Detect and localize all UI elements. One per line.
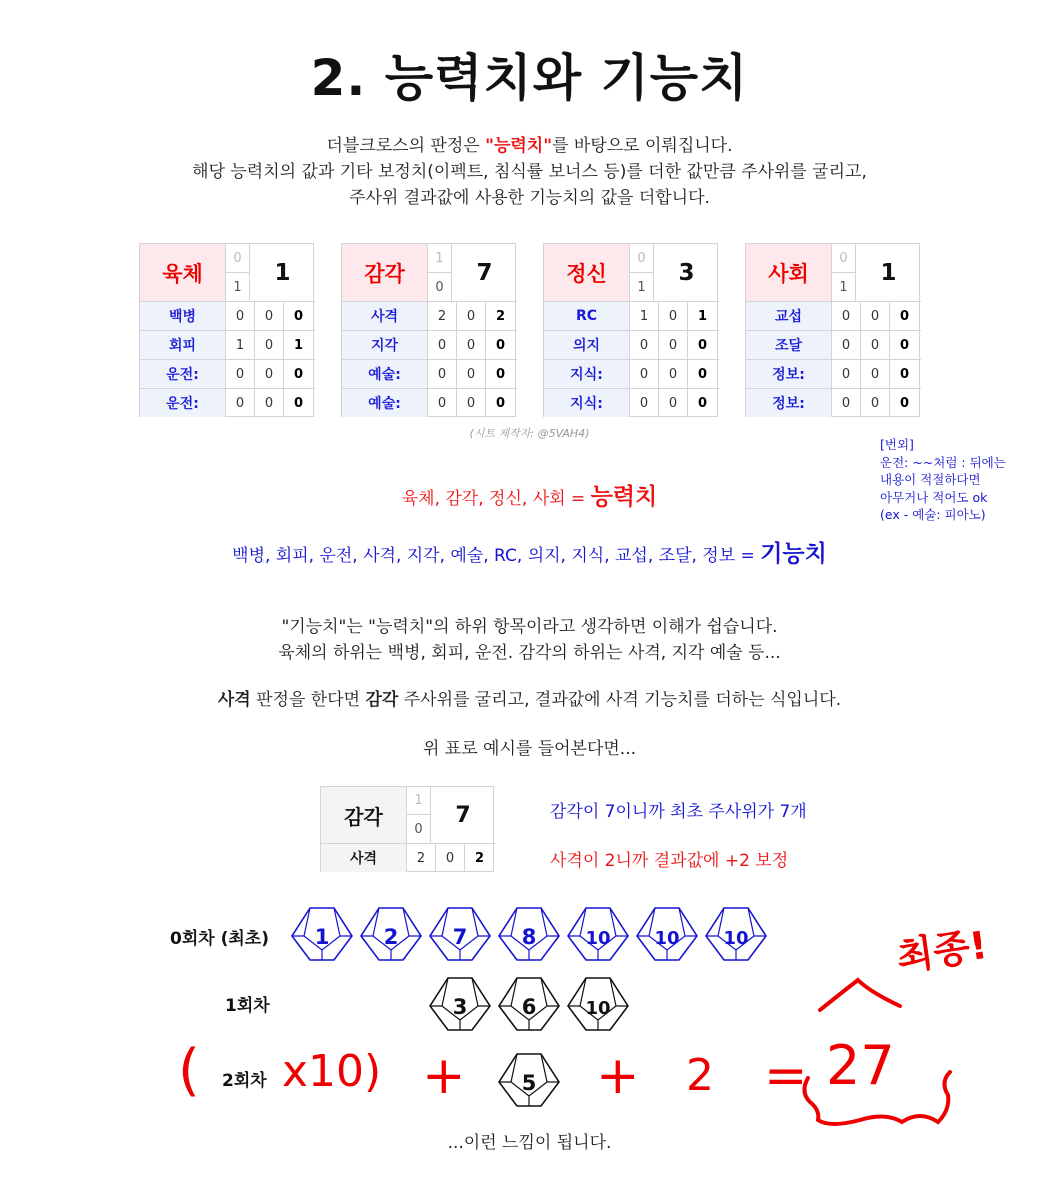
- skill-value: 0: [226, 389, 255, 417]
- hand-brace-stroke: [804, 1072, 950, 1124]
- skill-value: 0: [428, 389, 457, 417]
- intro-text: [0, 133, 1059, 211]
- ability-name: 감각: [342, 244, 428, 302]
- skill-value: 0: [457, 302, 486, 330]
- skill-value: 0: [457, 389, 486, 417]
- skill-label: 지식:: [544, 389, 630, 417]
- roll-label-0: 0회차 (최초): [170, 929, 269, 949]
- skill-total: 0: [697, 337, 708, 353]
- skill-value: 0: [659, 302, 688, 330]
- intro-line-2: 해당 능력치의 값과 기타 보정치(이펙트, 침식률 보너스 등)를 더한 값만큼 주사위를 굴리고,: [192, 162, 867, 182]
- die-value: 5: [521, 1071, 537, 1095]
- skill-value: 0: [659, 360, 688, 388]
- skill-total: 0: [899, 337, 910, 353]
- example-card: [320, 786, 494, 872]
- roll-label-1: 1회차: [225, 996, 270, 1016]
- skill-label: 정보:: [746, 360, 832, 388]
- skill-value: 2: [428, 302, 457, 330]
- die-value: 1: [314, 925, 330, 949]
- skill-total: 0: [495, 337, 506, 353]
- die-value: 7: [452, 925, 468, 949]
- explain-line-2: 육체의 하위는 백병, 회피, 운전. 감각의 하위는 사격, 지각 예술 등...: [278, 643, 781, 663]
- hand-brace-drawing: [790, 970, 970, 1150]
- stat-card: [745, 243, 920, 417]
- skill-total: 0: [495, 366, 506, 382]
- skill-value: 0: [457, 360, 486, 388]
- ability-value: 1: [856, 244, 921, 302]
- intro-line-3: 주사위 결과값에 사용한 기능치의 값을 더합니다.: [349, 188, 710, 208]
- skill-value: 0: [659, 331, 688, 359]
- skill-row: [746, 360, 921, 389]
- ability-top-mini: 0: [832, 244, 856, 273]
- d10-die-icon: [704, 906, 768, 962]
- example-skill-value: 2: [407, 844, 436, 872]
- hand-paren-open: (: [178, 1038, 200, 1103]
- skill-label: 예술:: [342, 389, 428, 417]
- skill-label: 정보:: [746, 389, 832, 417]
- skill-row: [544, 331, 719, 360]
- intro-line-1: 더블크로스의 판정은 "능력치"를 바탕으로 이뤄집니다.: [326, 136, 733, 156]
- skill-label: 조달: [746, 331, 832, 359]
- d10-die-icon: [497, 906, 561, 962]
- example-note-bonus: 사격이 2니까 결과값에 +2 보정: [550, 851, 789, 871]
- skill-total: 0: [495, 395, 506, 411]
- skill-value: 0: [255, 302, 284, 330]
- hand-times-ten: x10): [282, 1046, 382, 1097]
- skill-row: [140, 389, 315, 418]
- skill-total: 0: [697, 366, 708, 382]
- skill-label: 회피: [140, 331, 226, 359]
- hand-final: 최종!: [893, 922, 990, 980]
- explain-line-4: 위 표로 예시를 들어본다면...: [422, 739, 637, 759]
- hand-equals: =: [764, 1046, 808, 1106]
- skill-row: [342, 389, 517, 418]
- hand-two: 2: [686, 1050, 714, 1101]
- sheet-credit: (시트 제작자: @5VAH4): [469, 427, 590, 440]
- skill-label: 의지: [544, 331, 630, 359]
- skill-label: 지식:: [544, 360, 630, 388]
- ability-bottom-mini: 1: [226, 273, 250, 302]
- skill-row: [544, 389, 719, 418]
- skill-label: 사격: [342, 302, 428, 330]
- skill-value: 0: [226, 360, 255, 388]
- hand-plus-2: +: [596, 1046, 640, 1106]
- skill-label: 백병: [140, 302, 226, 330]
- ability-value: 1: [250, 244, 315, 302]
- d10-die-icon: [497, 976, 561, 1032]
- skill-value: 0: [832, 331, 861, 359]
- ability-bottom-mini: 0: [428, 273, 452, 302]
- stat-card: [139, 243, 314, 417]
- die-value: 3: [452, 995, 468, 1019]
- ability-top-mini: 1: [428, 244, 452, 273]
- skill-row: [544, 302, 719, 331]
- skill-total: 1: [697, 308, 708, 324]
- ability-top-mini: 0: [226, 244, 250, 273]
- hand-caret-stroke: [820, 980, 900, 1010]
- die-value: 10: [654, 928, 680, 949]
- skill-row: [140, 302, 315, 331]
- skill-total: 2: [495, 308, 506, 324]
- skill-value: 0: [832, 360, 861, 388]
- skill-value: 0: [255, 331, 284, 359]
- die-value: 10: [585, 998, 611, 1019]
- skill-label: 예술:: [342, 360, 428, 388]
- skill-total: 0: [293, 366, 304, 382]
- skill-value: 0: [630, 360, 659, 388]
- skill-value: 0: [659, 389, 688, 417]
- example-skill-value: 0: [436, 844, 465, 872]
- die-value: 2: [383, 925, 399, 949]
- d10-die-icon: [428, 976, 492, 1032]
- skill-row: [746, 331, 921, 360]
- die-value: 10: [723, 928, 749, 949]
- roll-label-2: 2회차: [222, 1071, 267, 1091]
- d10-die-icon: [359, 906, 423, 962]
- skill-value: 1: [226, 331, 255, 359]
- skill-value: 0: [630, 331, 659, 359]
- ability-value: 7: [452, 244, 517, 302]
- skill-row: [342, 331, 517, 360]
- skill-label: 지각: [342, 331, 428, 359]
- d10-die-icon: [428, 906, 492, 962]
- example-ability-name: 감각: [321, 787, 407, 844]
- ability-bottom-mini: 1: [832, 273, 856, 302]
- skill-value: 0: [861, 389, 890, 417]
- d10-die-icon: [497, 1052, 561, 1108]
- skill-label: 운전:: [140, 360, 226, 388]
- skill-label: RC: [544, 302, 630, 330]
- d10-die-icon: [566, 976, 630, 1032]
- skill-equation: 백병, 회피, 운전, 사격, 지각, 예술, RC, 의지, 지식, 교섭, 조달, 정보 = 기능치: [232, 541, 827, 567]
- skill-total: 0: [899, 395, 910, 411]
- ability-name: 사회: [746, 244, 832, 302]
- ability-name: 육체: [140, 244, 226, 302]
- skill-value: 0: [255, 389, 284, 417]
- skill-value: 0: [861, 302, 890, 330]
- skill-row: [342, 302, 517, 331]
- hand-result: 27: [826, 1034, 895, 1097]
- skill-value: 0: [428, 331, 457, 359]
- example-note-dice: 감각이 7이니까 최초 주사위가 7개: [550, 802, 807, 822]
- skill-row: [140, 360, 315, 389]
- skill-value: 0: [861, 360, 890, 388]
- d10-die-icon: [635, 906, 699, 962]
- skill-total: 0: [293, 395, 304, 411]
- side-note: [번외] 운전: ~~처럼 : 뒤에는 내용이 적절하다면 아무거나 적어도 ok (ex - 예술: 피아노): [880, 437, 1006, 522]
- skill-total: 1: [293, 337, 304, 353]
- skill-row: [746, 302, 921, 331]
- ability-top-mini: 0: [630, 244, 654, 273]
- example-skill-label: 사격: [321, 844, 407, 872]
- stat-card: [543, 243, 718, 417]
- die-value: 8: [521, 925, 537, 949]
- skill-total: 0: [293, 308, 304, 324]
- explain-line-1: "기능치"는 "능력치"의 하위 항목이라고 생각하면 이해가 쉽습니다.: [281, 617, 778, 637]
- closing-text: ...이런 느낌이 됩니다.: [447, 1133, 612, 1153]
- skill-value: 0: [255, 360, 284, 388]
- ability-value: 3: [654, 244, 719, 302]
- d10-die-icon: [566, 906, 630, 962]
- skill-label: 교섭: [746, 302, 832, 330]
- skill-value: 0: [226, 302, 255, 330]
- skill-label: 운전:: [140, 389, 226, 417]
- skill-value: 0: [457, 331, 486, 359]
- skill-row: [342, 360, 517, 389]
- ability-name: 정신: [544, 244, 630, 302]
- skill-value: 0: [630, 389, 659, 417]
- example-bottom-mini: 0: [407, 815, 431, 844]
- skill-row: [746, 389, 921, 418]
- skill-row: [140, 331, 315, 360]
- hand-plus-1: +: [422, 1046, 466, 1106]
- ability-equation: 육체, 감각, 정신, 사회 = 능력치: [401, 484, 658, 510]
- die-value: 6: [521, 995, 537, 1019]
- d10-die-icon: [290, 906, 354, 962]
- skill-total: 0: [697, 395, 708, 411]
- example-skill-total: 2: [474, 850, 485, 866]
- skill-total: 0: [899, 366, 910, 382]
- skill-value: 0: [832, 302, 861, 330]
- skill-value: 0: [861, 331, 890, 359]
- die-value: 10: [585, 928, 611, 949]
- skill-row: [544, 360, 719, 389]
- skill-total: 0: [899, 308, 910, 324]
- stat-card: [341, 243, 516, 417]
- skill-value: 0: [832, 389, 861, 417]
- skill-value: 1: [630, 302, 659, 330]
- explain-line-3: 사격 판정을 한다면 감각 주사위를 굴리고, 결과값에 사격 기능치를 더하는 식입니다.: [217, 690, 842, 710]
- ability-bottom-mini: 1: [630, 273, 654, 302]
- example-top-mini: 1: [407, 787, 431, 815]
- example-ability-value: 7: [431, 787, 495, 844]
- skill-value: 0: [428, 360, 457, 388]
- page-title: 2. 능력치와 기능치: [310, 49, 749, 107]
